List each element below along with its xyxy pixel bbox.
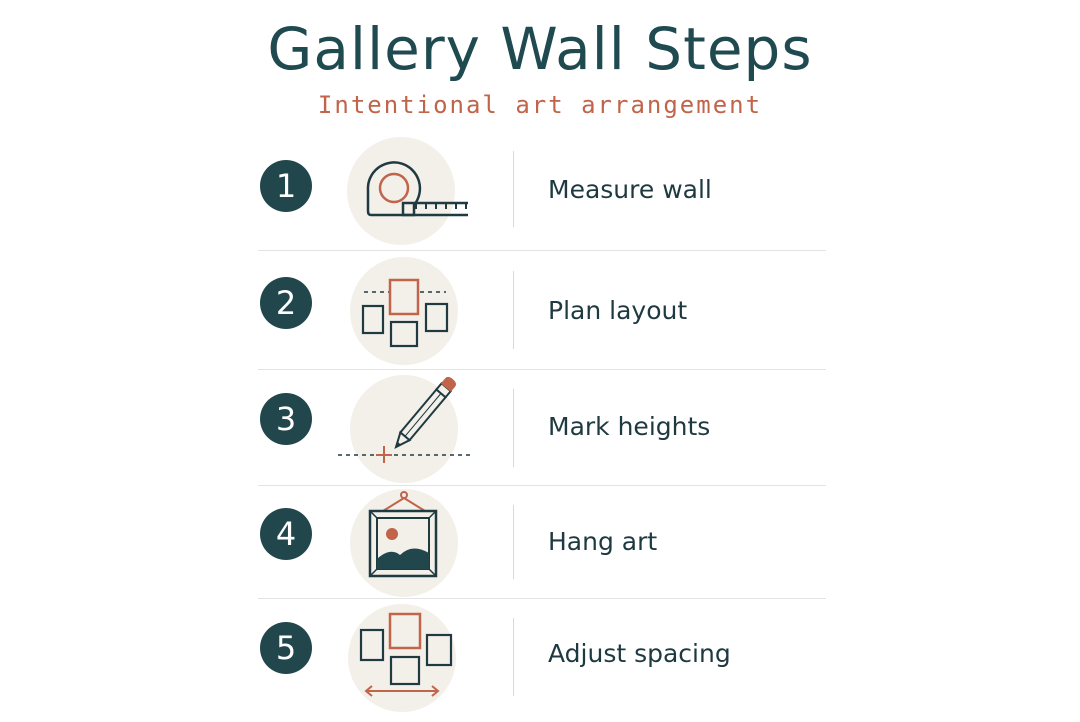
pencil-mark-icon	[338, 373, 468, 493]
row-divider	[258, 598, 826, 599]
step-separator	[513, 505, 514, 579]
frame-layout-icon	[338, 255, 468, 375]
hanging-frame-icon	[338, 489, 468, 609]
step-row-3	[258, 373, 826, 485]
step-label-1: Measure wall	[548, 175, 712, 204]
step-label-5: Adjust spacing	[548, 639, 731, 668]
step-row-5	[258, 602, 826, 714]
step-label-4: Hang art	[548, 527, 658, 556]
step-row-4	[258, 489, 826, 597]
step-row-1	[258, 135, 826, 249]
step-separator	[513, 271, 514, 349]
step-separator	[513, 151, 514, 227]
row-divider	[258, 369, 826, 370]
step-number-1: 1	[260, 160, 312, 212]
step-number-4: 4	[260, 508, 312, 560]
step-separator	[513, 618, 514, 696]
step-number-3: 3	[260, 393, 312, 445]
row-divider	[258, 250, 826, 251]
row-divider	[258, 485, 826, 486]
tape-measure-icon	[338, 135, 468, 255]
step-separator	[513, 389, 514, 467]
spacing-frames-icon	[338, 602, 468, 722]
step-label-2: Plan layout	[548, 296, 688, 325]
step-number-5: 5	[260, 622, 312, 674]
page-title: Gallery Wall Steps	[267, 15, 813, 83]
step-label-3: Mark heights	[548, 412, 711, 441]
step-number-2: 2	[260, 277, 312, 329]
step-row-2	[258, 255, 826, 367]
page-subtitle: Intentional art arrangement	[317, 91, 763, 119]
